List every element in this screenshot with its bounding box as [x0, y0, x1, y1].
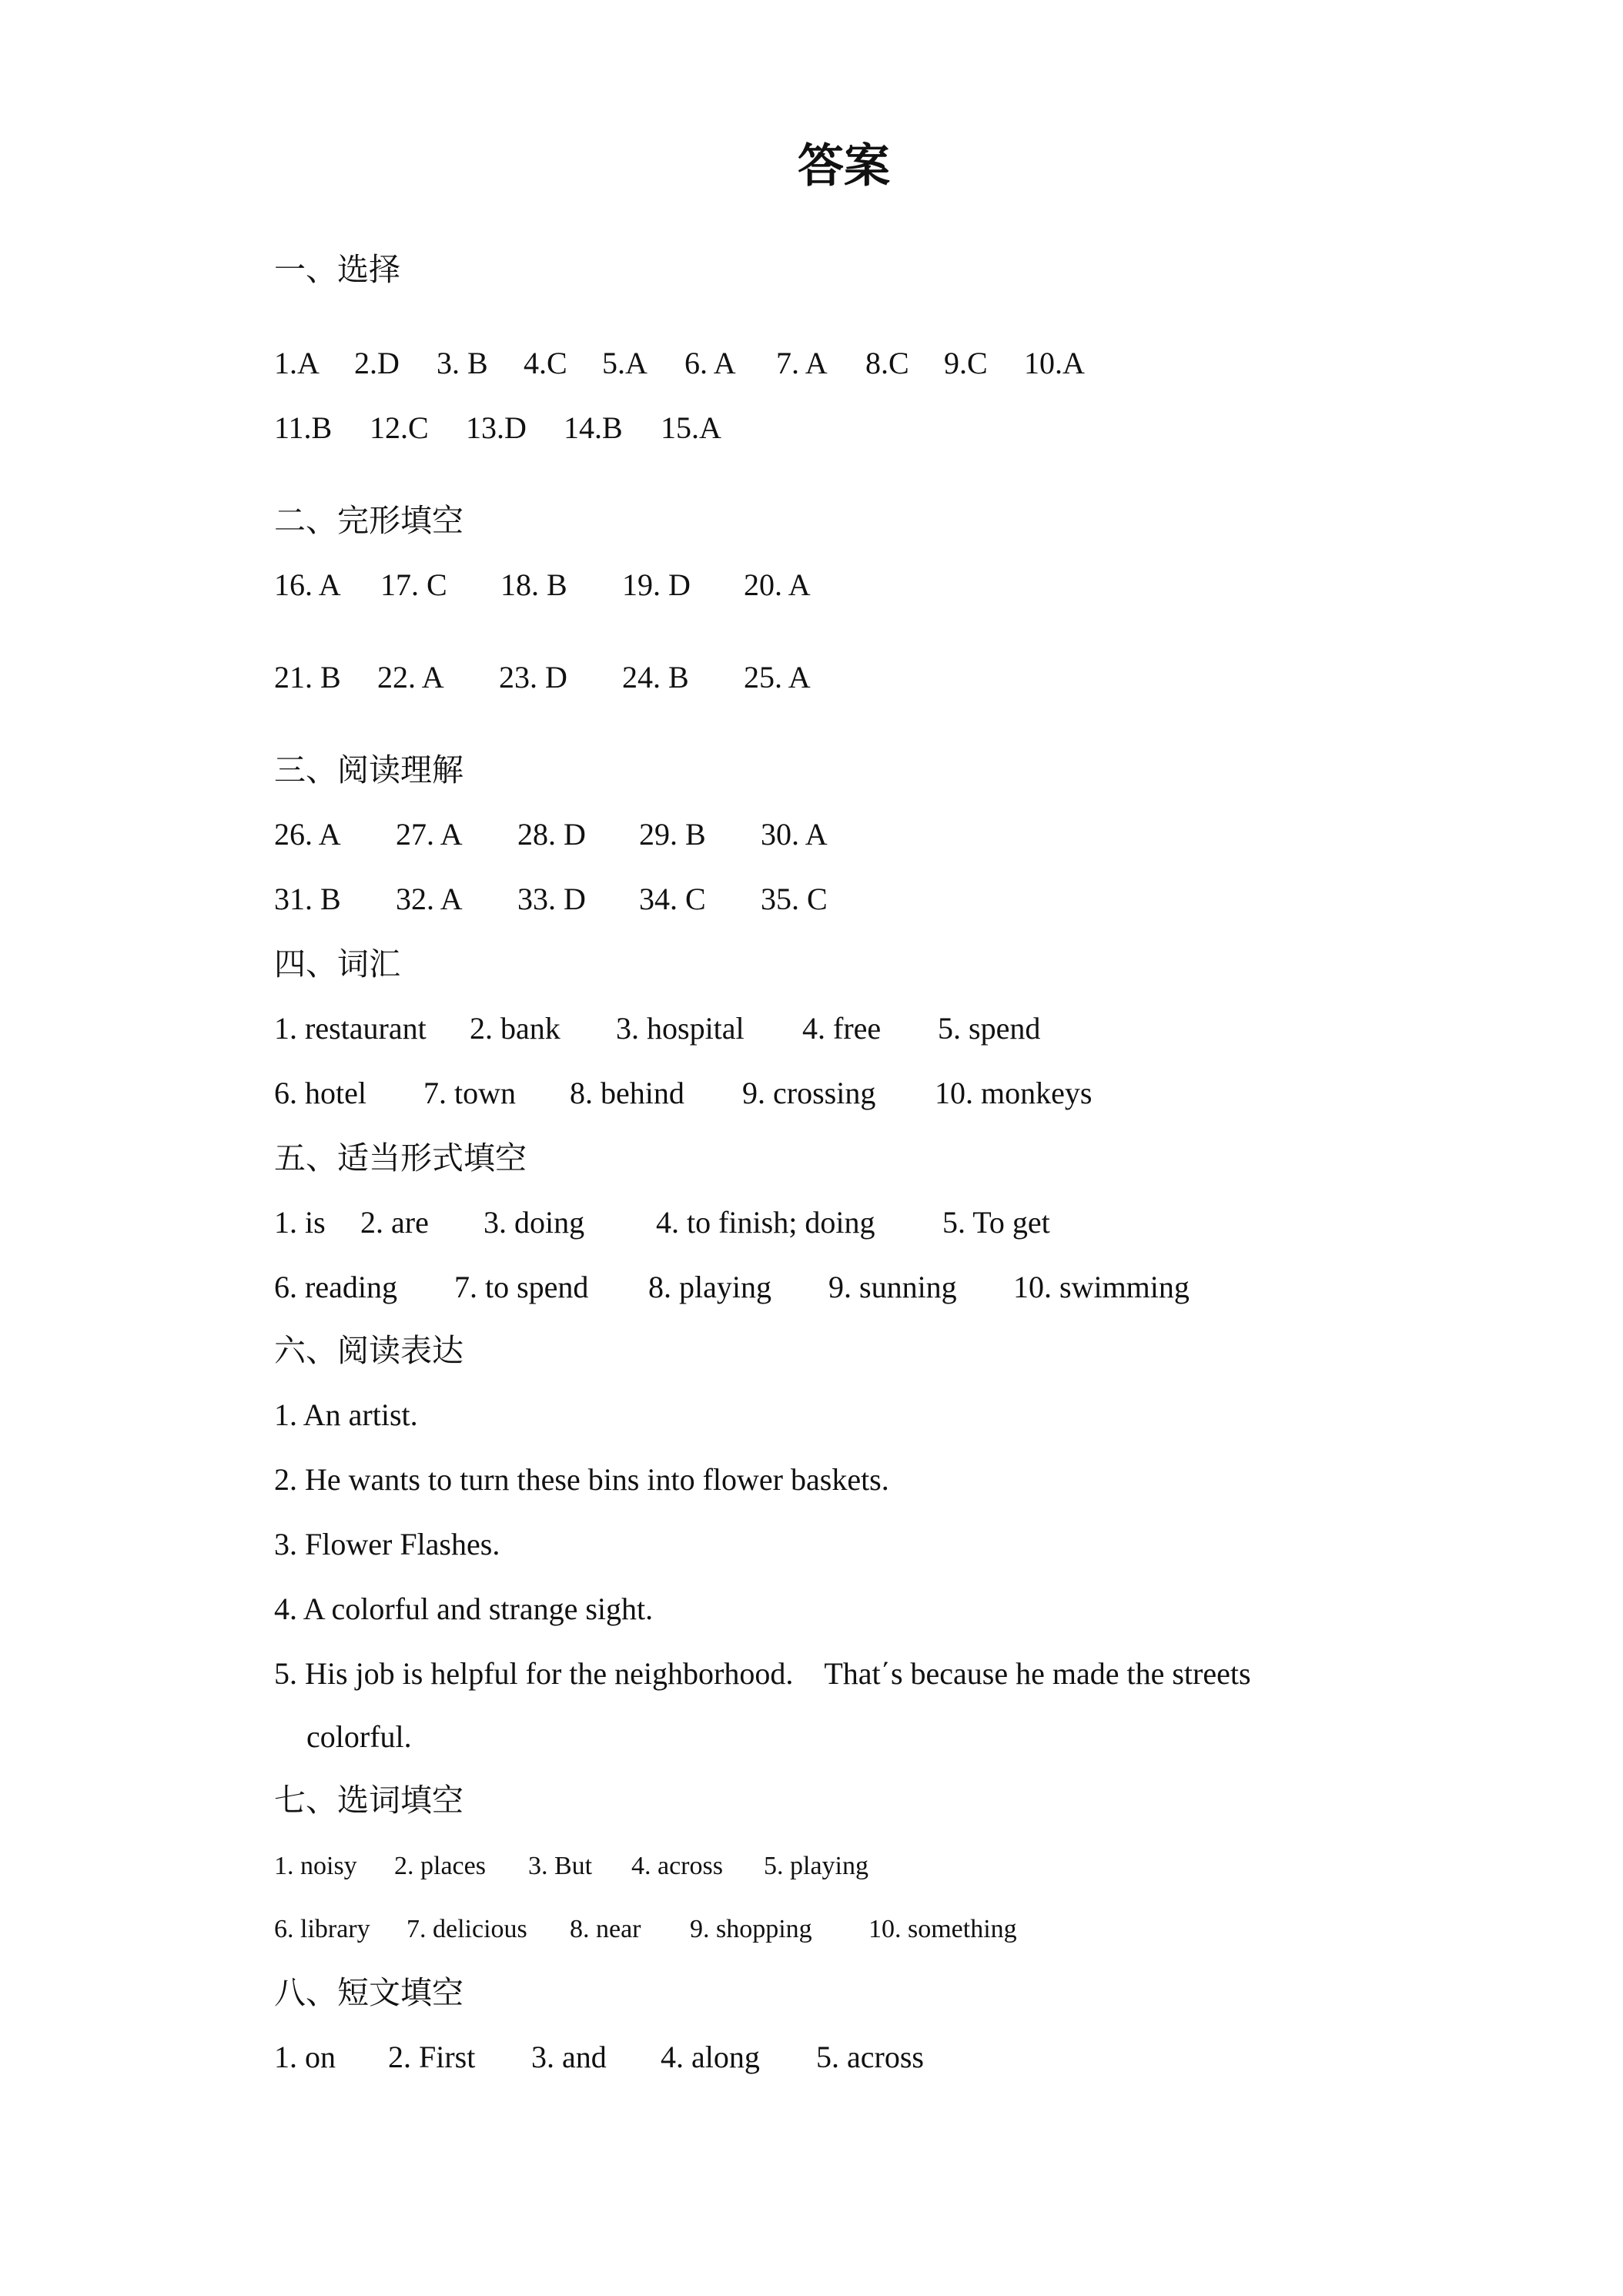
answer-item: 7. delicious: [407, 1915, 527, 1943]
answer-item: 4. free: [802, 1011, 882, 1046]
answer-item: 3. doing: [484, 1205, 585, 1240]
answer-item: 5. To get: [942, 1205, 1050, 1240]
section-heading-reading-expression: 六、阅读表达: [274, 1332, 463, 1369]
answer-sentence: 2. He wants to turn these bins into flower baskets.: [274, 1462, 889, 1497]
answer-item: 30. A: [761, 817, 828, 852]
answer-item: 6. hotel: [274, 1076, 366, 1110]
answer-item: 14.B: [564, 410, 623, 445]
answer-item: 10. swimming: [1013, 1270, 1190, 1304]
answer-sentence: 1. An artist.: [274, 1397, 418, 1432]
answer-item: 4. across: [631, 1852, 723, 1880]
answer-item: 28. D: [517, 817, 586, 852]
answer-item: 21. B: [274, 660, 341, 694]
answer-item: 24. B: [622, 660, 689, 694]
answer-item: 10. monkeys: [935, 1076, 1093, 1110]
answer-item: 13.D: [466, 410, 527, 445]
answer-item: 3. hospital: [616, 1011, 745, 1046]
answer-item: 2. bank: [470, 1011, 561, 1046]
section-heading-passage-fill: 八、短文填空: [274, 1974, 463, 2011]
section-heading-vocabulary: 四、词汇: [274, 946, 400, 982]
section-heading-cloze: 二、完形填空: [274, 502, 463, 539]
answer-item: 2. places: [394, 1852, 486, 1880]
answer-item: 35. C: [761, 882, 828, 916]
answer-sentence: 3. Flower Flashes.: [274, 1527, 500, 1561]
answer-item: 27. A: [396, 817, 463, 852]
answer-item: 18. B: [500, 567, 567, 602]
section-heading-word-forms: 五、适当形式填空: [274, 1140, 527, 1176]
answer-item: 31. B: [274, 882, 341, 916]
answer-item: 3. and: [531, 2040, 607, 2074]
answer-item: 34. C: [639, 882, 706, 916]
answer-sentence: 4. A colorful and strange sight.: [274, 1591, 654, 1626]
answer-sentence-continuation: colorful.: [306, 1719, 412, 1754]
answer-item: 9. shopping: [690, 1915, 812, 1943]
answer-item: 23. D: [499, 660, 567, 694]
answer-item: 3. But: [528, 1852, 593, 1880]
answer-item: 19. D: [622, 567, 691, 602]
answer-item: 26. A: [274, 817, 341, 852]
answer-item: 7. town: [423, 1076, 516, 1110]
answer-item: 6. A: [684, 346, 736, 380]
answer-item: 5. spend: [938, 1011, 1041, 1046]
answer-item: 1.A: [274, 346, 320, 380]
answer-item: 6. library: [274, 1915, 370, 1943]
answer-item: 8.C: [865, 346, 909, 380]
answer-item: 7. to spend: [454, 1270, 589, 1304]
answer-item: 8. playing: [648, 1270, 771, 1304]
answer-item: 11.B: [274, 410, 333, 445]
answer-item: 7. A: [776, 346, 828, 380]
answer-item: 12.C: [370, 410, 429, 445]
answer-item: 17. C: [380, 567, 447, 602]
answer-item: 4. along: [661, 2040, 760, 2074]
answer-item: 16. A: [274, 567, 341, 602]
answer-item: 1. on: [274, 2040, 336, 2074]
answer-item: 32. A: [396, 882, 463, 916]
answer-item: 4. to finish; doing: [656, 1205, 875, 1240]
answer-item: 5. across: [816, 2040, 924, 2074]
answer-item: 2. First: [388, 2040, 476, 2074]
section-heading-word-choice: 七、选词填空: [274, 1782, 463, 1819]
answer-item: 9.C: [944, 346, 988, 380]
answer-item: 1. restaurant: [274, 1011, 427, 1046]
answer-item: 25. A: [744, 660, 811, 694]
answer-item: 8. near: [570, 1915, 641, 1943]
answer-item: 3. B: [437, 346, 488, 380]
answer-item: 5.A: [602, 346, 648, 380]
page-title: 答案: [798, 139, 890, 193]
answer-item: 9. crossing: [742, 1076, 876, 1110]
answer-item: 5. playing: [764, 1852, 868, 1880]
answer-item: 33. D: [517, 882, 586, 916]
answer-item: 10.A: [1024, 346, 1085, 380]
section-heading-reading: 三、阅读理解: [274, 751, 463, 788]
section-heading-choice: 一、选择: [274, 251, 400, 288]
answer-item: 20. A: [744, 567, 811, 602]
answer-sentence: 5. His job is helpful for the neighborhood. That΄s because he made the streets: [274, 1656, 1251, 1691]
answer-item: 10. something: [868, 1915, 1017, 1943]
answer-item: 29. B: [639, 817, 706, 852]
answer-item: 2. are: [360, 1205, 429, 1240]
answer-item: 15.A: [661, 410, 721, 445]
answer-item: 6. reading: [274, 1270, 397, 1304]
answer-item: 1. is: [274, 1205, 326, 1240]
answer-item: 9. sunning: [828, 1270, 957, 1304]
answer-item: 22. A: [377, 660, 444, 694]
answer-item: 4.C: [524, 346, 567, 380]
answer-item: 8. behind: [570, 1076, 684, 1110]
answer-item: 1. noisy: [274, 1852, 357, 1880]
answer-item: 2.D: [354, 346, 400, 380]
